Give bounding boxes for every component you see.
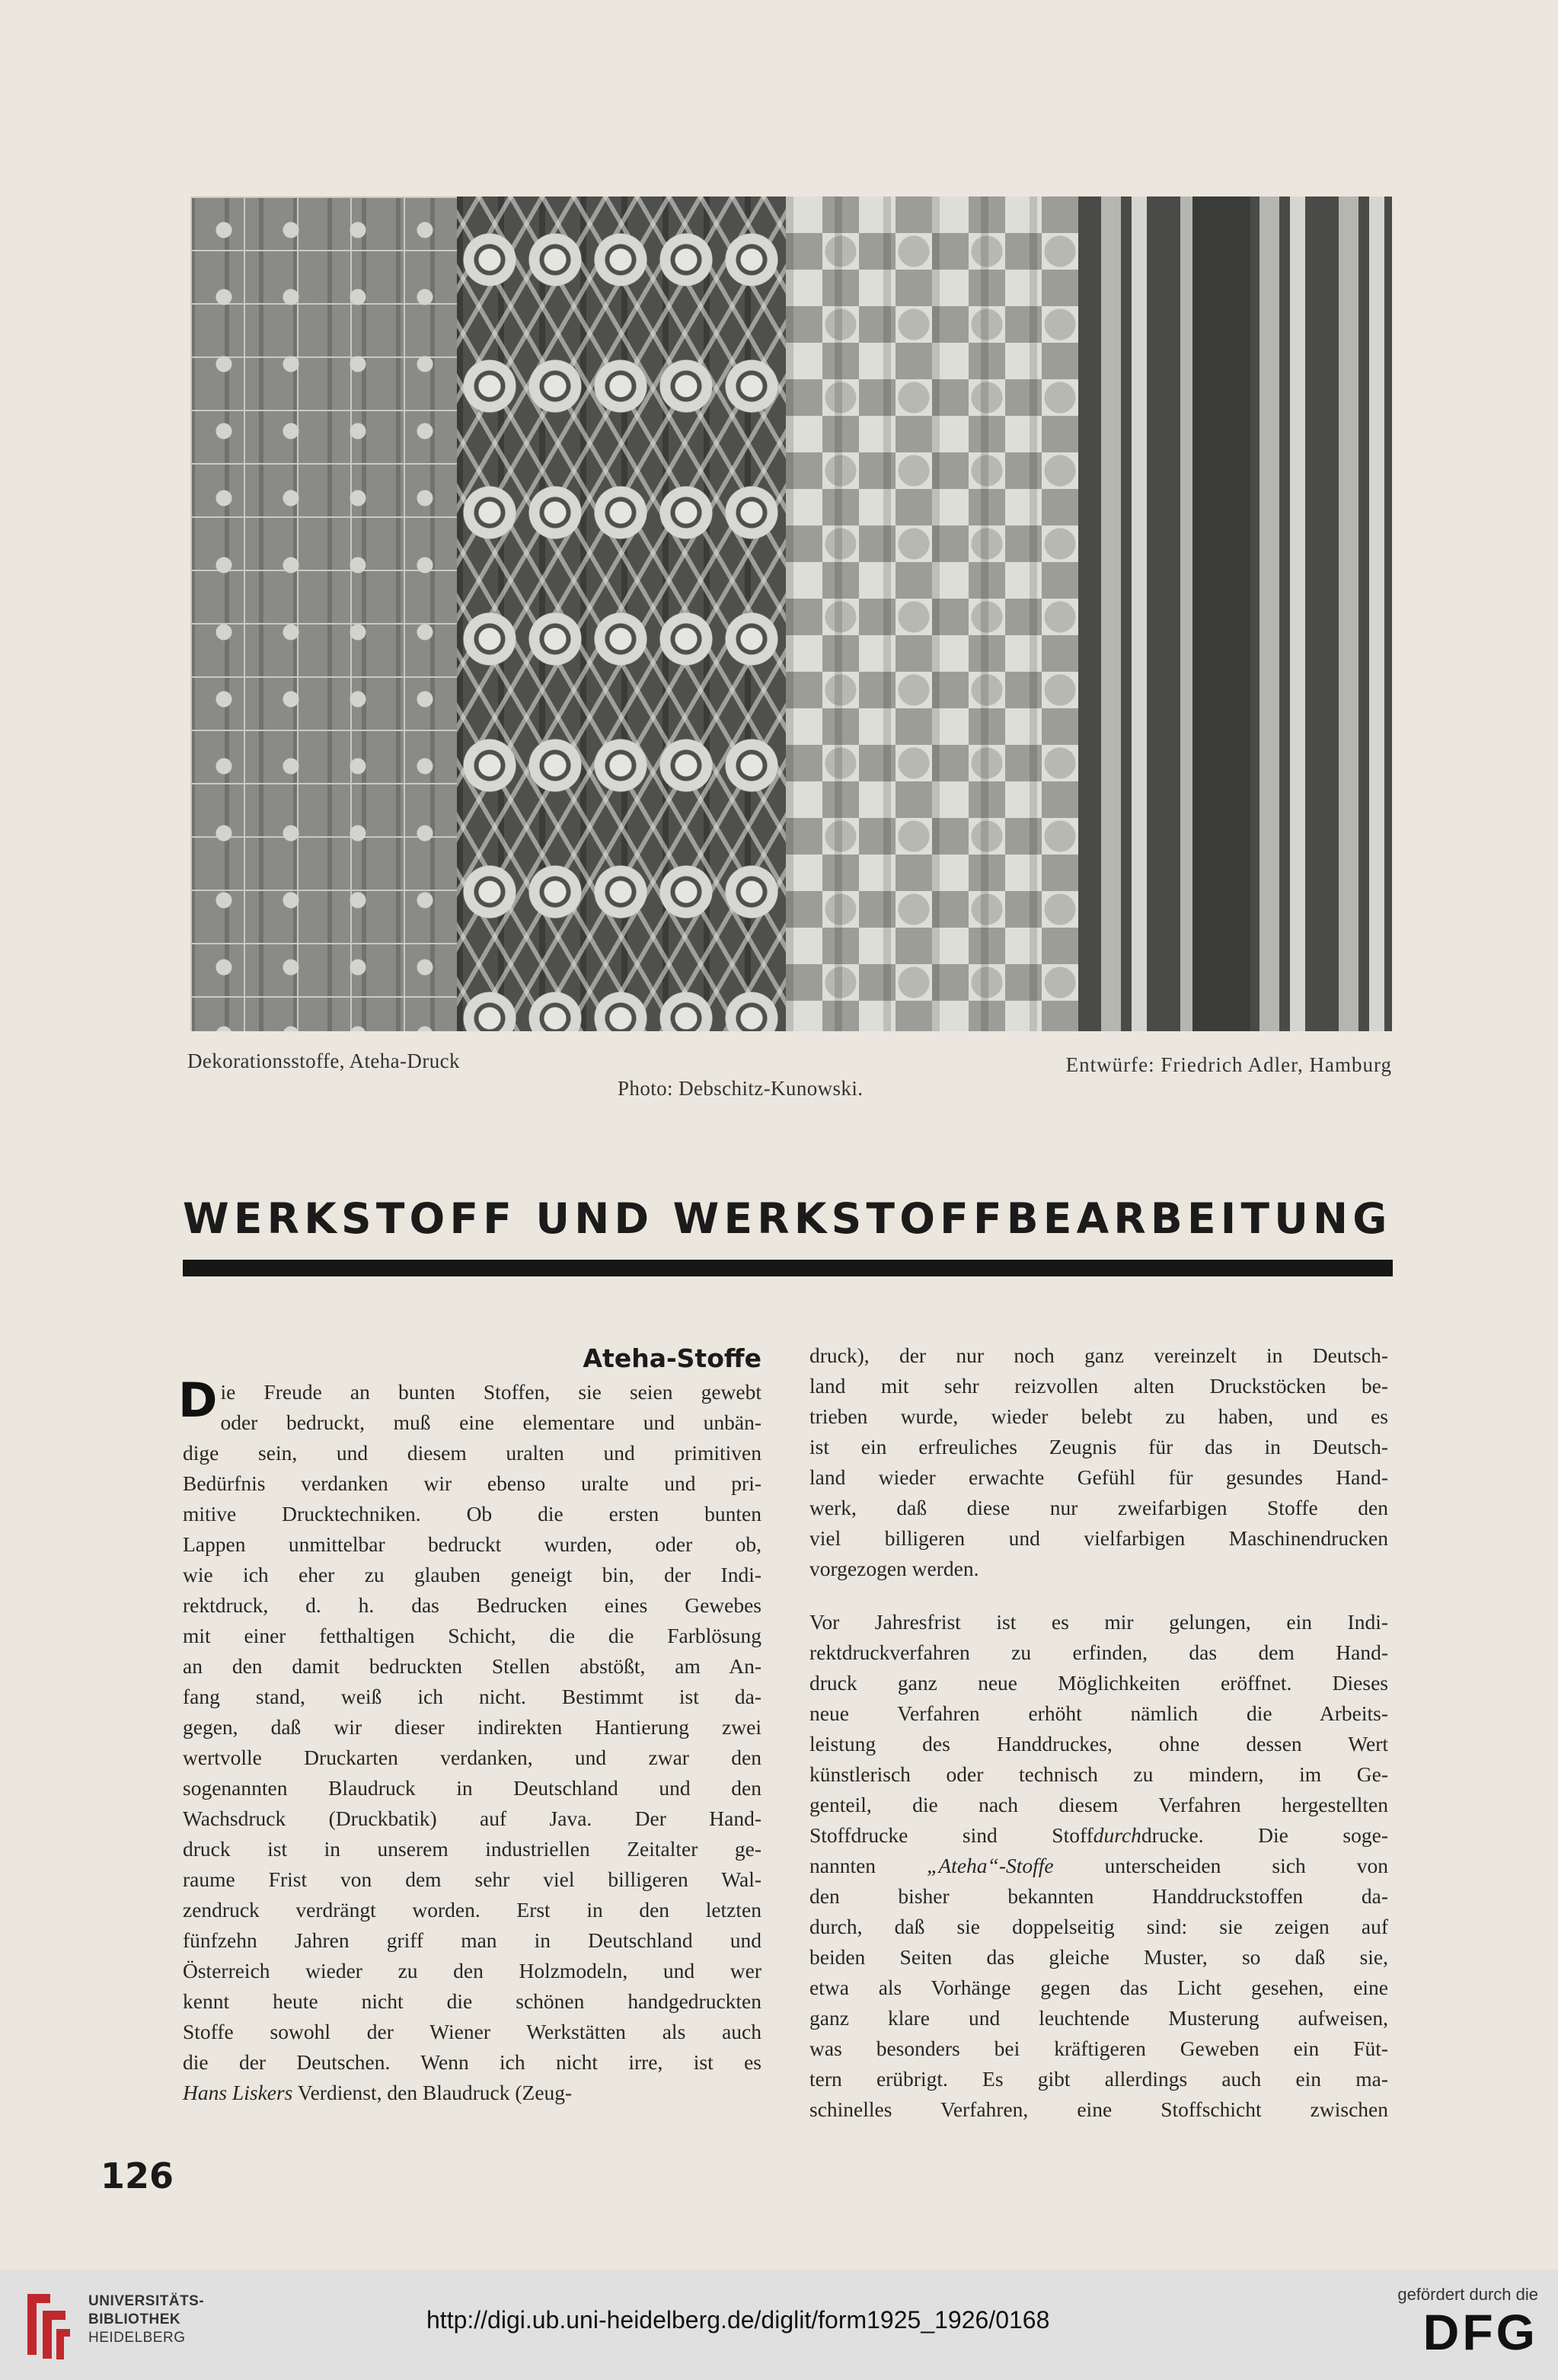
library-name	[88, 2292, 204, 2347]
article-title: Ateha-Stoffe	[583, 1343, 761, 1373]
library-name-line: UNIVERSITÄTS-	[88, 2293, 205, 2309]
left-paragraph	[178, 1372, 761, 2108]
left-column	[178, 1340, 761, 2108]
fabric-photograph	[190, 196, 1392, 1031]
emphasis: durch	[1093, 1823, 1141, 1847]
text-line: raume Frist von dem sehr viel billigeren Wal-	[183, 1867, 761, 1891]
text-fragment: Verdienst, den Blaudruck (Zeug-	[292, 2081, 573, 2104]
text-line: Bedürfnis verdanken wir ebenso uralte und pri-	[183, 1471, 761, 1495]
text-line: wie ich eher zu glauben geneigt bin, der Indi-	[183, 1563, 761, 1586]
text-line: ganz klare und leuchtende Musterung aufweisen,	[809, 2006, 1388, 2030]
fabric-panel-rosette	[457, 196, 786, 1031]
text-line: künstlerisch oder technisch zu mindern, im Ge-	[809, 1762, 1388, 1786]
text-line: ie Freude an bunten Stoffen, sie seien gewebt	[220, 1380, 761, 1404]
library-name-line: BIBLIOTHEK	[88, 2311, 181, 2327]
photo-caption-right: Entwürfe: Friedrich Adler, Hamburg	[1065, 1053, 1392, 1076]
text-line: druck ganz neue Möglichkeiten eröffnet. Dieses	[809, 1671, 1388, 1695]
text-line: mitive Drucktechniken. Ob die ersten bunten	[183, 1502, 761, 1525]
text-line: schinelles Verfahren, eine Stoffschicht zwischen	[809, 2097, 1388, 2121]
funder-block	[1397, 2285, 1538, 2359]
library-name-line: HEIDELBERG	[88, 2330, 186, 2346]
text-line	[183, 2078, 761, 2108]
text-line: druck ist in unserem industriellen Zeitalter ge-	[183, 1837, 761, 1861]
funded-label: gefördert durch die	[1397, 2285, 1538, 2304]
library-logo-icon	[20, 2286, 73, 2362]
permalink-url[interactable]: http://digi.ub.uni-heidelberg.de/diglit/form1925_1926/0168	[426, 2306, 1050, 2334]
emphasis: „Ateha“-Stoffe	[927, 1854, 1054, 1877]
text-line: gegen, daß wir dieser indirekten Hantierung zwei	[183, 1715, 761, 1739]
text-fragment: Stoffdrucke sind Stoff	[809, 1823, 1093, 1847]
fabric-panel-stripes	[1078, 196, 1392, 1031]
text-line: fang stand, weiß ich nicht. Bestimmt ist da-	[183, 1685, 761, 1708]
left-lines	[183, 1407, 761, 2078]
fabric-panel-floral-grid	[190, 196, 457, 1031]
text-line: genteil, die nach diesem Verfahren hergestellten	[809, 1793, 1388, 1816]
text-fragment: drucke. Die soge-	[1141, 1823, 1388, 1847]
text-line: druck), der nur noch ganz vereinzelt in Deutsch-	[809, 1343, 1388, 1367]
text-line: tern erübrigt. Es gibt allerdings auch ein ma-	[809, 2067, 1388, 2091]
text-line: den bisher bekannten Handdruckstoffen da-	[809, 1884, 1388, 1908]
text-fragment: nannten	[809, 1854, 927, 1877]
text-line: leistung des Handdruckes, ohne dessen Wert	[809, 1732, 1388, 1755]
text-line: neue Verfahren erhöht nämlich die Arbeits-	[809, 1701, 1388, 1725]
text-line: wertvolle Druckarten verdanken, und zwar den	[183, 1746, 761, 1769]
author-name: Hans Liskers	[183, 2081, 293, 2104]
section-title: WERKSTOFF UND WERKSTOFFBEARBEITUNG	[183, 1194, 1392, 1243]
right-column	[809, 1340, 1388, 2125]
text-line: Österreich wieder zu den Holzmodeln, und wer	[183, 1959, 761, 1982]
text-line: ist ein erfreuliches Zeugnis für das in Deutsch-	[809, 1435, 1388, 1458]
text-line: die der Deutschen. Wenn ich nicht irre, ist es	[183, 2050, 761, 2074]
heading-rule	[183, 1260, 1393, 1276]
page-number: 126	[101, 2155, 174, 2196]
text-line: was besonders bei kräftigeren Geweben ein Füt-	[809, 2037, 1388, 2060]
text-line	[809, 1820, 1388, 1851]
text-line: Vor Jahresfrist ist es mir gelungen, ein Indi-	[809, 1610, 1388, 1634]
text-line: rektdruckverfahren zu erfinden, das dem Hand-	[809, 1640, 1388, 1664]
text-line: land wieder erwachte Gefühl für gesundes Hand-	[809, 1465, 1388, 1489]
right-paragraph-2-cont	[809, 1881, 1388, 2125]
footer-bar	[0, 2270, 1558, 2380]
photo-credit: Photo: Debschitz-Kunowski.	[618, 1077, 864, 1100]
text-line: trieben wurde, wieder belebt zu haben, und es	[809, 1404, 1388, 1428]
photo-caption-left: Dekorationsstoffe, Ateha-Druck	[187, 1049, 460, 1072]
text-line: rektdruck, d. h. das Bedrucken eines Gewebes	[183, 1593, 761, 1617]
text-line: etwa als Vorhänge gegen das Licht gesehen, eine	[809, 1976, 1388, 1999]
text-line: fünfzehn Jahren griff man in Deutschland und	[183, 1928, 761, 1952]
text-line: Stoffe sowohl der Wiener Werkstätten als auch	[183, 2020, 761, 2043]
text-line: mit einer fetthaltigen Schicht, die die Farblösung	[183, 1624, 761, 1647]
text-line: kennt heute nicht die schönen handgedruckten	[183, 1989, 761, 2013]
text-line: oder bedruckt, muß eine elementare und unbän-	[220, 1410, 761, 1434]
text-fragment: unterscheiden sich von	[1053, 1854, 1388, 1877]
text-line: dige sein, und diesem uralten und primitiven	[183, 1441, 761, 1465]
drop-cap: D	[178, 1372, 218, 1428]
fabric-panel-checker	[786, 196, 1078, 1031]
text-line: sogenannten Blaudruck in Deutschland und den	[183, 1776, 761, 1800]
text-line: viel billigeren und vielfarbigen Maschinendrucken	[809, 1526, 1388, 1550]
text-line: zendruck verdrängt worden. Erst in den letzten	[183, 1898, 761, 1922]
text-line: Wachsdruck (Druckbatik) auf Java. Der Hand-	[183, 1807, 761, 1830]
text-line	[809, 1851, 1388, 1881]
right-paragraph-2	[809, 1607, 1388, 1820]
paragraph-gap	[809, 1584, 1388, 1607]
text-line: land mit sehr reizvollen alten Druckstöcken be-	[809, 1374, 1388, 1398]
text-line: werk, daß diese nur zweifarbigen Stoffe den	[809, 1496, 1388, 1519]
text-line: beiden Seiten das gleiche Muster, so daß sie,	[809, 1945, 1388, 1969]
text-line: an den damit bedruckten Stellen abstößt, am An-	[183, 1654, 761, 1678]
dfg-logo: DFG	[1422, 2304, 1538, 2360]
right-paragraph-1	[809, 1340, 1388, 1584]
text-line: Lappen unmittelbar bedruckt wurden, oder ob,	[183, 1532, 761, 1556]
text-line: vorgezogen werden.	[809, 1557, 979, 1580]
text-line: durch, daß sie doppelseitig sind: sie zeigen auf	[809, 1915, 1388, 1938]
